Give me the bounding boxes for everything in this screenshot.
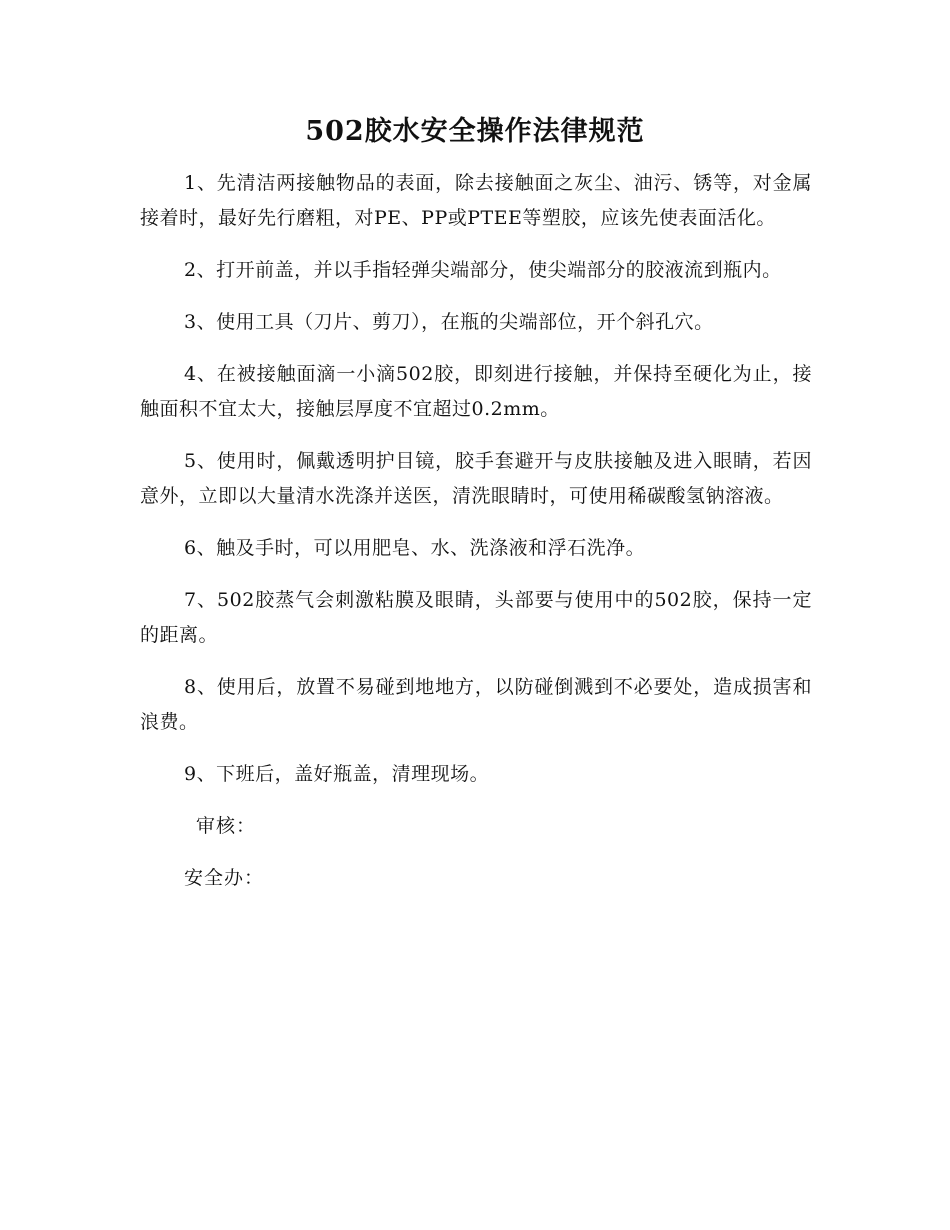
rule-paragraph-3: 3、使用工具（刀片、剪刀），在瓶的尖端部位，开个斜孔穴。 — [184, 311, 714, 333]
rule-paragraph-8: 8、使用后，放置不易碰到地地方，以防碰倒溅到不必要处，造成损害和浪费。 — [140, 676, 812, 733]
document-title: 502胶水安全操作法律规范 — [305, 116, 645, 147]
rule-paragraph-4: 4、在被接触面滴一小滴502胶，即刻进行接触，并保持至硬化为止，接触面积不宜太大，接触层厚度不宜超过0.2mm。 — [140, 363, 812, 420]
rule-paragraph-7: 7、502胶蒸气会刺激粘膜及眼睛，头部要与使用中的502胶，保持一定的距离。 — [140, 589, 812, 646]
document-body — [140, 166, 812, 913]
rule-paragraph-2: 2、打开前盖，并以手指轻弹尖端部分，使尖端部分的胶液流到瓶内。 — [184, 259, 782, 281]
rule-paragraph-1: 1、先清洁两接触物品的表面，除去接触面之灰尘、油污、锈等，对金属接着时，最好先行磨粗，对PE、PP或PTEE等塑胶，应该先使表面活化。 — [140, 172, 812, 229]
rule-paragraph-6: 6、触及手时，可以用肥皂、水、洗涤液和浮石洗净。 — [184, 537, 646, 559]
review-signature-label: 审核： — [196, 815, 257, 837]
rule-paragraph-9: 9、下班后，盖好瓶盖，清理现场。 — [184, 763, 490, 785]
rule-paragraph-5: 5、使用时，佩戴透明护目镜，胶手套避开与皮肤接触及进入眼睛，若因意外，立即以大量清水洗涤并送医，清洗眼睛时，可使用稀碳酸氢钠溶液。 — [140, 450, 812, 507]
safety-office-signature-label: 安全办： — [184, 867, 265, 889]
